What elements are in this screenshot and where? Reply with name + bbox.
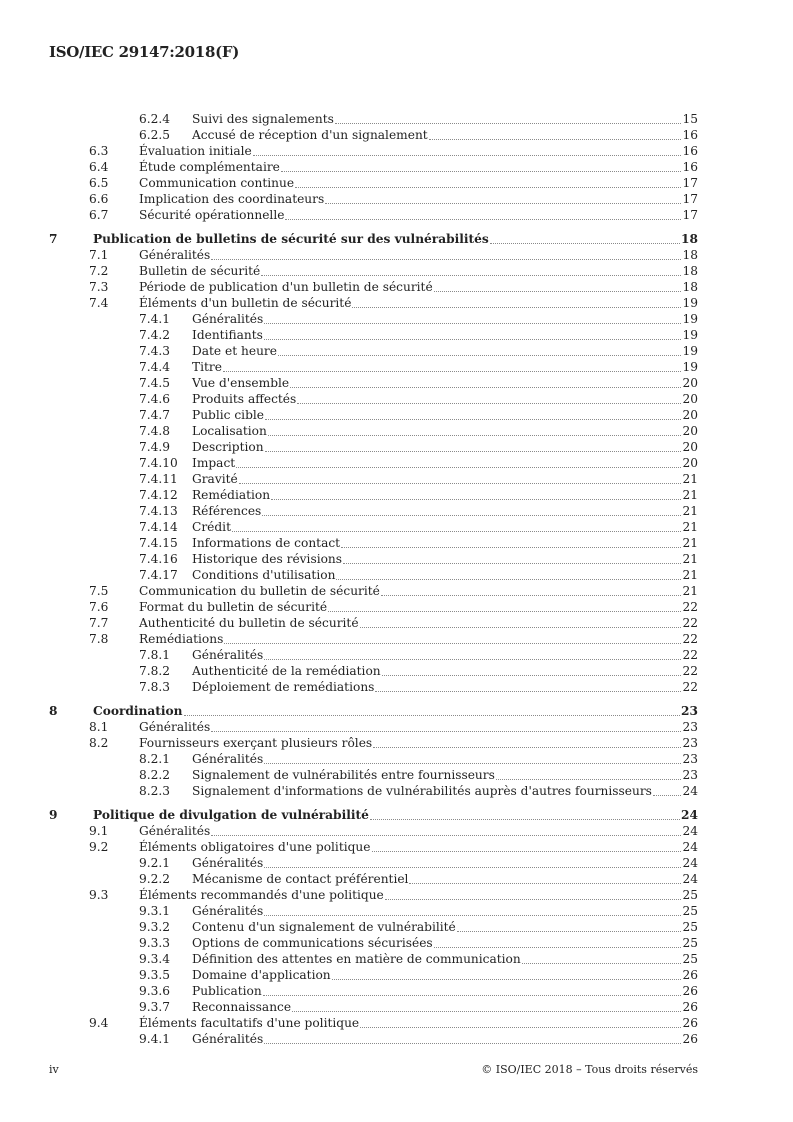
toc-entry-number: 7.4.7 (139, 408, 171, 422)
toc-entry-number: 7.7 (89, 616, 109, 630)
toc-entry-number: 6.6 (89, 192, 109, 206)
toc-entry-number: 7 (49, 232, 58, 246)
toc-entry-page: 26 (682, 968, 698, 982)
toc-entry-title: Éléments facultatifs d'une politique (139, 1016, 360, 1030)
toc-entry-number: 7.4.10 (139, 456, 178, 470)
toc-entry-number: 8.1 (89, 720, 109, 734)
toc-entry-title: Généralités (192, 648, 264, 662)
toc-entry-number: 7.4.13 (139, 504, 178, 518)
toc-entry-title: Reconnaissance (192, 1000, 292, 1014)
toc-entry-number: 9.3.1 (139, 904, 171, 918)
toc-entry[interactable] (0, 719, 793, 735)
toc-entry-page: 19 (682, 344, 698, 358)
toc-entry[interactable] (0, 455, 793, 471)
toc-entry-number: 7.8.1 (139, 648, 171, 662)
toc-entry-page: 26 (682, 1000, 698, 1014)
toc-entry-title: Évaluation initiale (139, 144, 252, 158)
dot-leader (372, 850, 682, 852)
toc-entry-page: 23 (682, 752, 698, 766)
toc-entry-page: 20 (682, 440, 698, 454)
toc-entry-number: 8.2.3 (139, 784, 171, 798)
toc-entry-page: 23 (682, 736, 698, 750)
dot-leader (224, 642, 681, 644)
toc-entry[interactable] (0, 903, 793, 919)
toc-entry-number: 7.4.2 (139, 328, 171, 342)
toc-entry[interactable] (0, 503, 793, 519)
toc-entry-number: 7.4.8 (139, 424, 171, 438)
toc-entry-page: 17 (682, 208, 698, 222)
toc-entry-title: Éléments d'un bulletin de sécurité (139, 296, 352, 310)
dot-leader (264, 322, 681, 324)
dot-leader (375, 690, 681, 692)
dot-leader (184, 714, 680, 716)
toc-entry-page: 18 (682, 248, 698, 262)
dot-leader (325, 202, 681, 204)
toc-entry-page: 21 (682, 504, 698, 518)
toc-entry-page: 18 (682, 264, 698, 278)
dot-leader (236, 466, 681, 468)
toc-entry-number: 6.2.5 (139, 128, 171, 142)
toc-entry-title: Titre (192, 360, 222, 374)
toc-entry-page: 24 (682, 784, 698, 798)
toc-entry-number: 7.4.9 (139, 440, 171, 454)
toc-entry[interactable] (0, 703, 793, 719)
toc-entry-title: Généralités (192, 752, 264, 766)
dot-leader (261, 274, 681, 276)
toc-entry-page: 22 (682, 680, 698, 694)
toc-entry-number: 7.4.14 (139, 520, 178, 534)
toc-entry[interactable] (0, 735, 793, 751)
toc-entry-page: 17 (682, 176, 698, 190)
dot-leader (211, 730, 681, 732)
dot-leader (522, 962, 681, 964)
toc-entry-number: 9.3.7 (139, 1000, 171, 1014)
dot-leader (332, 978, 681, 980)
toc-entry[interactable] (0, 263, 793, 279)
toc-entry-page: 22 (682, 664, 698, 678)
toc-entry[interactable] (0, 207, 793, 223)
toc-entry[interactable] (0, 1015, 793, 1031)
dot-leader (292, 1010, 681, 1012)
toc-entry-number: 7.4.6 (139, 392, 171, 406)
toc-entry-number: 9.1 (89, 824, 109, 838)
toc-entry-page: 22 (682, 632, 698, 646)
toc-entry-title: Références (192, 504, 262, 518)
dot-leader (264, 914, 681, 916)
toc-entry-title: Contenu d'un signalement de vulnérabilité (192, 920, 456, 934)
toc-entry-title: Bulletin de sécurité (139, 264, 261, 278)
dot-leader (343, 562, 681, 564)
toc-entry[interactable] (0, 127, 793, 143)
toc-entry-title: Historique des révisions (192, 552, 343, 566)
toc-entry-title: Généralités (192, 312, 264, 326)
toc-entry[interactable] (0, 359, 793, 375)
toc-entry[interactable] (0, 839, 793, 855)
toc-entry-page: 21 (682, 472, 698, 486)
toc-entry[interactable] (0, 951, 793, 967)
dot-leader (360, 626, 681, 628)
dot-leader (336, 578, 681, 580)
toc-entry-number: 9.3.6 (139, 984, 171, 998)
toc-entry-title: Signalement d'informations de vulnérabilités auprès d'autres fournisseurs (192, 784, 652, 798)
toc-entry-number: 7.4.15 (139, 536, 178, 550)
dot-leader (409, 882, 681, 884)
toc-entry[interactable] (0, 375, 793, 391)
toc-entry-page: 23 (682, 720, 698, 734)
toc-entry-title: Déploiement de remédiations (192, 680, 375, 694)
toc-entry-number: 8 (49, 704, 58, 718)
toc-entry-number: 9.3.3 (139, 936, 171, 950)
toc-entry-number: 7.3 (89, 280, 109, 294)
toc-entry-number: 7.4.4 (139, 360, 171, 374)
toc-entry-page: 20 (682, 424, 698, 438)
toc-entry-number: 7.1 (89, 248, 109, 262)
toc-entry[interactable] (0, 519, 793, 535)
toc-entry-page: 21 (682, 536, 698, 550)
toc-entry[interactable] (0, 551, 793, 567)
dot-leader (285, 218, 681, 220)
toc-entry-title: Localisation (192, 424, 267, 438)
dot-leader (232, 530, 681, 532)
toc-entry[interactable] (0, 279, 793, 295)
toc-entry[interactable] (0, 487, 793, 503)
toc-entry-page: 17 (682, 192, 698, 206)
toc-entry[interactable] (0, 535, 793, 551)
toc-entry-title: Coordination (93, 704, 183, 718)
toc-entry-title: Signalement de vulnérabilités entre fournisseurs (192, 768, 495, 782)
toc-entry-title: Communication du bulletin de sécurité (139, 584, 380, 598)
dot-leader (264, 1042, 681, 1044)
toc-entry-page: 25 (682, 888, 698, 902)
toc-entry-page: 19 (682, 296, 698, 310)
dot-leader (434, 290, 681, 292)
dot-leader (295, 186, 681, 188)
toc-entry-page: 23 (681, 704, 698, 718)
toc-entry-page: 16 (682, 144, 698, 158)
toc-entry-number: 8.2.1 (139, 752, 171, 766)
toc-entry-number: 9.3.5 (139, 968, 171, 982)
toc-entry-title: Généralités (192, 1032, 264, 1046)
toc-entry-page: 16 (682, 128, 698, 142)
toc-entry[interactable] (0, 663, 793, 679)
dot-leader (328, 610, 681, 612)
toc-entry-title: Informations de contact (192, 536, 341, 550)
toc-entry-number: 7.4.11 (139, 472, 178, 486)
dot-leader (434, 946, 681, 948)
toc-entry[interactable] (0, 599, 793, 615)
toc-entry[interactable] (0, 871, 793, 887)
toc-entry-page: 24 (682, 824, 698, 838)
toc-entry-title: Authenticité du bulletin de sécurité (139, 616, 359, 630)
toc-entry-page: 26 (682, 1016, 698, 1030)
toc-entry[interactable] (0, 583, 793, 599)
toc-entry-number: 7.5 (89, 584, 109, 598)
footer-page-number: iv (49, 1063, 59, 1076)
document-header-title: ISO/IEC 29147:2018(F) (49, 43, 240, 61)
toc-entry-title: Remédiations (139, 632, 224, 646)
toc-entry-page: 26 (682, 984, 698, 998)
toc-entry-page: 19 (682, 312, 698, 326)
toc-entry-title: Public cible (192, 408, 264, 422)
toc-entry-page: 19 (682, 360, 698, 374)
toc-entry-page: 22 (682, 600, 698, 614)
toc-entry[interactable] (0, 615, 793, 631)
dot-leader (341, 546, 681, 548)
toc-entry-title: Étude complémentaire (139, 160, 280, 174)
dot-leader (264, 658, 681, 660)
toc-entry-page: 21 (682, 520, 698, 534)
dot-leader (381, 594, 681, 596)
toc-entry[interactable] (0, 391, 793, 407)
toc-entry-number: 9 (49, 808, 58, 822)
dot-leader (653, 794, 681, 796)
toc-entry-title: Généralités (192, 856, 264, 870)
toc-entry-page: 18 (681, 232, 698, 246)
dot-leader (262, 514, 681, 516)
toc-entry-number: 9.3.4 (139, 952, 171, 966)
toc-entry-number: 8.2.2 (139, 768, 171, 782)
dot-leader (496, 778, 681, 780)
toc-entry-title: Conditions d'utilisation (192, 568, 336, 582)
toc-entry-page: 20 (682, 408, 698, 422)
dot-leader (360, 1026, 681, 1028)
toc-entry-title: Mécanisme de contact préférentiel (192, 872, 409, 886)
toc-entry[interactable] (0, 343, 793, 359)
toc-entry[interactable] (0, 295, 793, 311)
toc-entry[interactable] (0, 311, 793, 327)
toc-entry-page: 23 (682, 768, 698, 782)
dot-leader (278, 354, 681, 356)
dot-leader (264, 762, 681, 764)
toc-entry-page: 15 (682, 112, 698, 126)
toc-entry[interactable] (0, 999, 793, 1015)
dot-leader (382, 674, 681, 676)
toc-entry-number: 7.8.2 (139, 664, 171, 678)
toc-entry[interactable] (0, 967, 793, 983)
toc-entry-title: Généralités (139, 248, 211, 262)
toc-entry-page: 20 (682, 392, 698, 406)
toc-entry-page: 20 (682, 376, 698, 390)
toc-entry[interactable] (0, 807, 793, 823)
toc-entry[interactable] (0, 783, 793, 799)
toc-entry-number: 7.4.16 (139, 552, 178, 566)
toc-entry-title: Remédiation (192, 488, 271, 502)
toc-entry[interactable] (0, 679, 793, 695)
dot-leader (223, 370, 681, 372)
toc-entry-title: Crédit (192, 520, 231, 534)
toc-entry-title: Gravité (192, 472, 238, 486)
dot-leader (271, 498, 681, 500)
toc-entry-page: 20 (682, 456, 698, 470)
footer-copyright: © ISO/IEC 2018 – Tous droits réservés (481, 1063, 698, 1076)
dot-leader (264, 866, 681, 868)
dot-leader (297, 402, 681, 404)
dot-leader (385, 898, 681, 900)
toc-entry-number: 9.4 (89, 1016, 109, 1030)
toc-entry-number: 7.4.5 (139, 376, 171, 390)
toc-entry-number: 9.2.1 (139, 856, 171, 870)
dot-leader (253, 154, 681, 156)
toc-entry-number: 7.4.3 (139, 344, 171, 358)
toc-entry-page: 25 (682, 904, 698, 918)
toc-entry-title: Éléments recommandés d'une politique (139, 888, 384, 902)
toc-entry-number: 7.4 (89, 296, 109, 310)
toc-entry[interactable] (0, 247, 793, 263)
dot-leader (490, 242, 680, 244)
dot-leader (335, 122, 681, 124)
toc-entry[interactable] (0, 327, 793, 343)
toc-entry-title: Définition des attentes en matière de communication (192, 952, 521, 966)
toc-entry-title: Impact (192, 456, 236, 470)
toc-entry-title: Généralités (192, 904, 264, 918)
toc-entry-number: 7.4.17 (139, 568, 178, 582)
dot-leader (281, 170, 681, 172)
toc-entry-number: 6.7 (89, 208, 109, 222)
toc-entry-title: Publication de bulletins de sécurité sur des vulnérabilités (93, 232, 489, 246)
toc-entry-title: Généralités (139, 720, 211, 734)
dot-leader (239, 482, 681, 484)
dot-leader (373, 746, 681, 748)
toc-entry-title: Politique de divulgation de vulnérabilité (93, 808, 369, 822)
toc-entry-number: 9.4.1 (139, 1032, 171, 1046)
toc-entry-page: 25 (682, 920, 698, 934)
dot-leader (268, 434, 681, 436)
toc-entry-page: 25 (682, 936, 698, 950)
dot-leader (265, 450, 681, 452)
toc-entry-page: 22 (682, 616, 698, 630)
toc-entry-title: Sécurité opérationnelle (139, 208, 285, 222)
dot-leader (211, 834, 681, 836)
toc-entry-title: Période de publication d'un bulletin de sécurité (139, 280, 433, 294)
toc-entry-page: 25 (682, 952, 698, 966)
toc-entry[interactable] (0, 439, 793, 455)
dot-leader (211, 258, 681, 260)
dot-leader (457, 930, 681, 932)
toc-entry[interactable] (0, 887, 793, 903)
toc-entry-number: 7.4.1 (139, 312, 171, 326)
toc-entry-page: 19 (682, 328, 698, 342)
dot-leader (263, 994, 681, 996)
toc-entry-title: Identifiants (192, 328, 263, 342)
toc-entry[interactable] (0, 175, 793, 191)
toc-entry[interactable] (0, 631, 793, 647)
toc-entry[interactable] (0, 231, 793, 247)
toc-entry-number: 7.6 (89, 600, 109, 614)
toc-entry[interactable] (0, 143, 793, 159)
toc-entry-number: 9.2 (89, 840, 109, 854)
toc-entry[interactable] (0, 471, 793, 487)
toc-entry-title: Fournisseurs exerçant plusieurs rôles (139, 736, 373, 750)
toc-entry[interactable] (0, 767, 793, 783)
toc-entry-page: 24 (681, 808, 698, 822)
toc-entry-number: 6.2.4 (139, 112, 171, 126)
toc-entry[interactable] (0, 567, 793, 583)
toc-entry-number: 6.5 (89, 176, 109, 190)
toc-entry-number: 9.2.2 (139, 872, 171, 886)
toc-entry-page: 26 (682, 1032, 698, 1046)
toc-entry[interactable] (0, 919, 793, 935)
toc-entry[interactable] (0, 423, 793, 439)
dot-leader (265, 418, 681, 420)
toc-entry-title: Vue d'ensemble (192, 376, 290, 390)
toc-entry-title: Date et heure (192, 344, 277, 358)
toc-entry-number: 8.2 (89, 736, 109, 750)
toc-entry-page: 22 (682, 648, 698, 662)
toc-entry-title: Communication continue (139, 176, 295, 190)
toc-entry[interactable] (0, 823, 793, 839)
toc-entry-number: 6.4 (89, 160, 109, 174)
dot-leader (264, 338, 681, 340)
toc-entry[interactable] (0, 407, 793, 423)
toc-entry-title: Éléments obligatoires d'une politique (139, 840, 371, 854)
toc-entry[interactable] (0, 935, 793, 951)
toc-entry-number: 6.3 (89, 144, 109, 158)
toc-entry-title: Domaine d'application (192, 968, 331, 982)
toc-entry-page: 24 (682, 840, 698, 854)
toc-entry-title: Produits affectés (192, 392, 297, 406)
toc-entry-page: 21 (682, 568, 698, 582)
toc-entry-page: 18 (682, 280, 698, 294)
toc-entry-title: Authenticité de la remédiation (192, 664, 381, 678)
toc-entry-number: 9.3 (89, 888, 109, 902)
toc-entry-page: 21 (682, 552, 698, 566)
toc-entry[interactable] (0, 191, 793, 207)
dot-leader (429, 138, 681, 140)
toc-entry-page: 21 (682, 488, 698, 502)
toc-entry-page: 21 (682, 584, 698, 598)
dot-leader (352, 306, 681, 308)
toc-entry[interactable] (0, 751, 793, 767)
dot-leader (290, 386, 681, 388)
toc-entry-title: Implication des coordinateurs (139, 192, 325, 206)
toc-entry-number: 9.3.2 (139, 920, 171, 934)
toc-entry-title: Format du bulletin de sécurité (139, 600, 328, 614)
toc-entry[interactable] (0, 855, 793, 871)
toc-entry-title: Accusé de réception d'un signalement (192, 128, 428, 142)
toc-entry-number: 7.2 (89, 264, 109, 278)
toc-entry[interactable] (0, 159, 793, 175)
toc-entry-title: Description (192, 440, 264, 454)
toc-entry[interactable] (0, 1031, 793, 1047)
toc-entry-number: 7.8 (89, 632, 109, 646)
toc-entry-title: Suivi des signalements (192, 112, 334, 126)
toc-entry-page: 24 (682, 872, 698, 886)
toc-entry[interactable] (0, 111, 793, 127)
toc-entry-page: 16 (682, 160, 698, 174)
dot-leader (370, 818, 680, 820)
toc-entry-number: 7.4.12 (139, 488, 178, 502)
toc-entry-title: Généralités (139, 824, 211, 838)
toc-entry[interactable] (0, 983, 793, 999)
toc-entry[interactable] (0, 647, 793, 663)
toc-entry-title: Publication (192, 984, 262, 998)
toc-entry-title: Options de communications sécurisées (192, 936, 433, 950)
toc-entry-number: 7.8.3 (139, 680, 171, 694)
toc-entry-page: 24 (682, 856, 698, 870)
